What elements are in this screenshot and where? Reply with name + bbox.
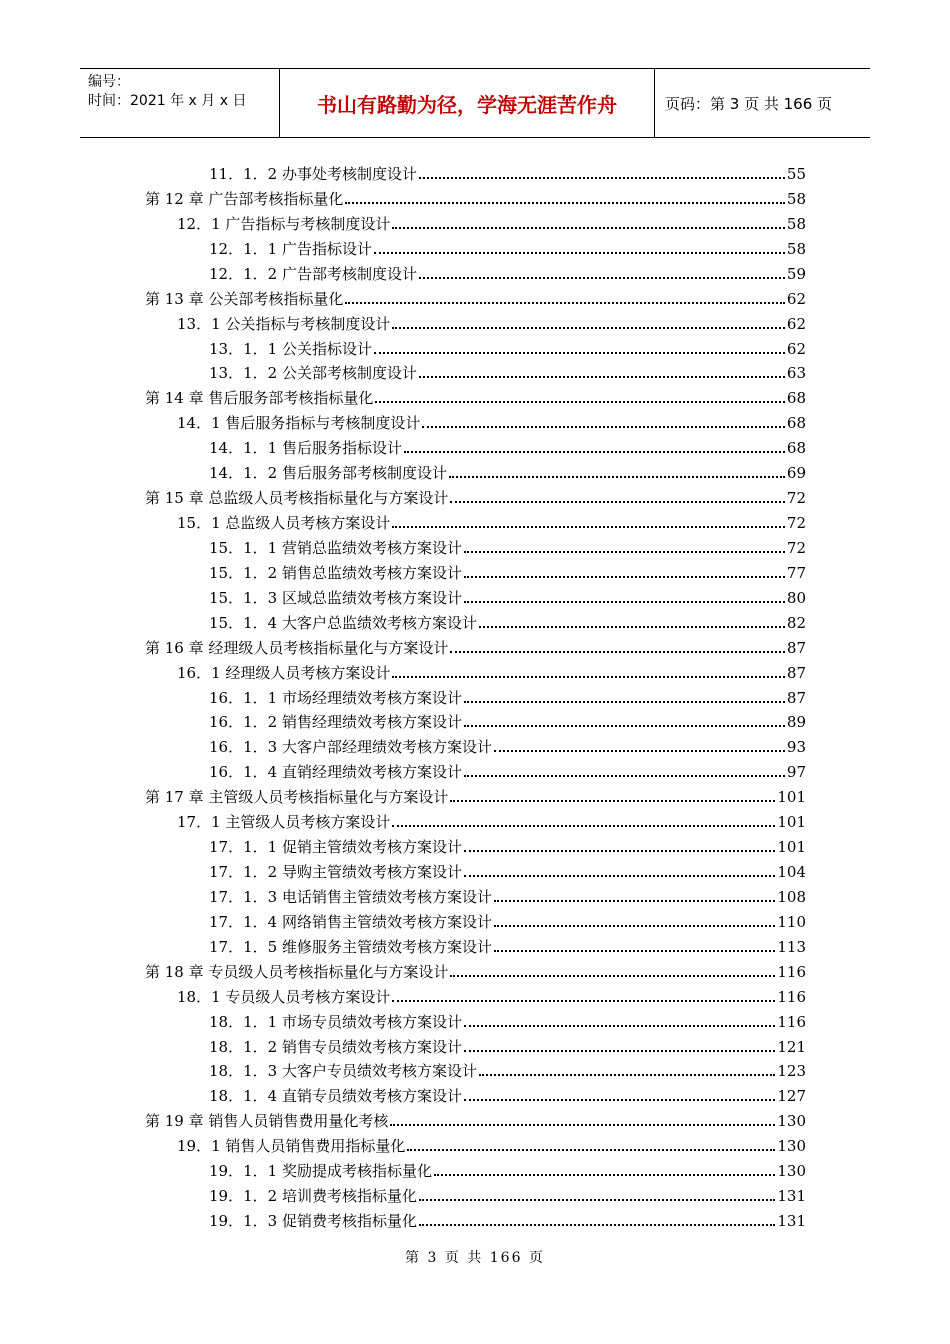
toc-entry[interactable] xyxy=(145,1106,806,1131)
toc-entry-page: 108 xyxy=(777,887,806,906)
toc-entry[interactable] xyxy=(209,334,806,359)
page-header xyxy=(80,68,870,138)
toc-entry-title: 14．1 售后服务指标与考核制度设计 xyxy=(177,414,421,433)
toc-entry[interactable] xyxy=(145,483,806,508)
toc-entry[interactable] xyxy=(209,458,806,483)
toc-entry[interactable] xyxy=(209,907,806,932)
toc-entry[interactable] xyxy=(209,857,806,882)
toc-dot-leader xyxy=(375,401,785,403)
toc-entry-title: 15．1．3 区域总监绩效考核方案设计 xyxy=(209,588,462,607)
toc-entry[interactable] xyxy=(209,1032,806,1057)
toc-entry-title: 15．1．1 营销总监绩效考核方案设计 xyxy=(209,538,462,557)
toc-dot-leader xyxy=(450,651,785,653)
toc-entry-title: 17．1．5 维修服务主管绩效考核方案设计 xyxy=(209,937,492,956)
toc-entry-page: 82 xyxy=(786,613,806,632)
toc-entry-title: 16．1．1 市场经理绩效考核方案设计 xyxy=(209,688,462,707)
toc-entry-title: 17．1．2 导购主管绩效考核方案设计 xyxy=(209,863,462,882)
toc-entry[interactable] xyxy=(209,533,806,558)
toc-entry[interactable] xyxy=(145,383,806,408)
toc-dot-leader xyxy=(464,875,775,877)
toc-entry-title: 13．1．2 公关部考核制度设计 xyxy=(209,364,417,383)
toc-entry-page: 63 xyxy=(786,364,806,383)
toc-entry[interactable] xyxy=(209,832,806,857)
toc-dot-leader xyxy=(479,626,785,628)
toc-dot-leader xyxy=(392,526,785,528)
toc-entry-title: 11．1．2 办事处考核制度设计 xyxy=(209,165,417,183)
toc-entry[interactable] xyxy=(209,1156,806,1181)
toc-entry-page: 97 xyxy=(786,763,806,782)
toc-entry-title: 19．1．3 促销费考核指标量化 xyxy=(209,1212,417,1231)
toc-entry-page: 116 xyxy=(777,987,806,1006)
toc-entry-title: 14．1．1 售后服务指标设计 xyxy=(209,439,402,458)
toc-entry-page: 80 xyxy=(786,588,806,607)
toc-entry-title: 18．1．1 市场专员绩效考核方案设计 xyxy=(209,1012,462,1031)
toc-entry-page: 68 xyxy=(786,439,806,458)
toc-dot-leader xyxy=(374,252,785,254)
toc-entry-title: 17．1．4 网络销售主管绩效考核方案设计 xyxy=(209,912,492,931)
toc-entry[interactable] xyxy=(209,757,806,782)
toc-dot-leader xyxy=(464,850,775,852)
toc-entry[interactable] xyxy=(209,1181,806,1206)
toc-entry-page: 62 xyxy=(786,314,806,333)
toc-entry-page: 110 xyxy=(777,912,806,931)
toc-entry-title: 16．1 经理级人员考核方案设计 xyxy=(177,663,391,682)
toc-entry-page: 131 xyxy=(777,1212,806,1231)
toc-entry-page: 72 xyxy=(786,514,806,533)
toc-entry-title: 第 17 章 主管级人员考核指标量化与方案设计 xyxy=(145,788,449,807)
toc-entry-title: 19．1 销售人员销售费用指标量化 xyxy=(177,1137,406,1156)
toc-entry[interactable] xyxy=(145,284,806,309)
toc-entry-title: 17．1 主管级人员考核方案设计 xyxy=(177,813,391,832)
header-meta xyxy=(80,69,280,137)
toc-entry[interactable] xyxy=(209,608,806,633)
toc-entry-title: 15．1 总监级人员考核方案设计 xyxy=(177,514,391,533)
toc-entry[interactable] xyxy=(209,1056,806,1081)
toc-entry-title: 14．1．2 售后服务部考核制度设计 xyxy=(209,464,447,483)
toc-entry-title: 第 14 章 售后服务部考核指标量化 xyxy=(145,389,374,408)
toc-entry-page: 58 xyxy=(786,189,806,208)
toc-entry-page: 113 xyxy=(777,937,806,956)
toc-entry[interactable] xyxy=(177,508,806,533)
toc-entry[interactable] xyxy=(209,683,806,708)
toc-entry-page: 123 xyxy=(777,1062,806,1081)
toc-dot-leader xyxy=(419,1224,775,1226)
toc-entry-page: 127 xyxy=(777,1087,806,1106)
toc-entry-title: 19．1．2 培训费考核指标量化 xyxy=(209,1187,417,1206)
toc-entry-page: 116 xyxy=(777,962,806,981)
toc-entry[interactable] xyxy=(209,1206,806,1231)
toc-entry-page: 130 xyxy=(777,1112,806,1131)
toc-entry-title: 第 18 章 专员级人员考核指标量化与方案设计 xyxy=(145,962,449,981)
toc-entry-title: 18．1 专员级人员考核方案设计 xyxy=(177,987,391,1006)
toc-entry-title: 12．1．1 广告指标设计 xyxy=(209,239,372,258)
document-date-label: 时间：2021 年 x 月 x 日 xyxy=(88,93,247,109)
document-number-label: 编号： xyxy=(88,74,130,90)
toc-entry-page: 87 xyxy=(786,663,806,682)
toc-dot-leader xyxy=(464,775,785,777)
toc-entry-title: 第 16 章 经理级人员考核指标量化与方案设计 xyxy=(145,638,449,657)
toc-dot-leader xyxy=(419,376,785,378)
toc-entry[interactable] xyxy=(209,1081,806,1106)
toc-entry-page: 116 xyxy=(777,1012,806,1031)
toc-dot-leader xyxy=(449,476,785,478)
toc-entry-title: 16．1．4 直销经理绩效考核方案设计 xyxy=(209,763,462,782)
toc-dot-leader xyxy=(464,601,785,603)
toc-entry-title: 18．1．3 大客户专员绩效考核方案设计 xyxy=(209,1062,477,1081)
toc-entry-title: 第 15 章 总监级人员考核指标量化与方案设计 xyxy=(145,489,449,508)
toc-entry-title: 第 19 章 销售人员销售费用量化考核 xyxy=(145,1112,389,1131)
toc-entry[interactable] xyxy=(209,259,806,284)
toc-dot-leader xyxy=(392,1000,775,1002)
toc-entry-page: 101 xyxy=(777,838,806,857)
toc-entry-title: 16．1．3 大客户部经理绩效考核方案设计 xyxy=(209,738,492,757)
toc-entry[interactable] xyxy=(209,159,806,184)
toc-entry-title: 13．1 公关指标与考核制度设计 xyxy=(177,314,391,333)
toc-entry-page: 130 xyxy=(777,1137,806,1156)
toc-dot-leader xyxy=(464,701,785,703)
toc-dot-leader xyxy=(392,327,785,329)
toc-entry-title: 第 13 章 公关部考核指标量化 xyxy=(145,289,344,308)
toc-dot-leader xyxy=(345,302,785,304)
toc-entry-page: 72 xyxy=(786,489,806,508)
toc-dot-leader xyxy=(479,1074,775,1076)
toc-entry[interactable] xyxy=(145,957,806,982)
toc-entry[interactable] xyxy=(177,982,806,1007)
toc-entry-page: 59 xyxy=(786,264,806,283)
toc-entry-title: 16．1．2 销售经理绩效考核方案设计 xyxy=(209,713,462,732)
toc-entry-page: 62 xyxy=(786,289,806,308)
header-motto: 书山有路勤为径，学海无涯苦作舟 xyxy=(280,69,655,137)
toc-entry[interactable] xyxy=(209,358,806,383)
toc-entry[interactable] xyxy=(145,633,806,658)
toc-entry-page: 77 xyxy=(786,563,806,582)
toc-entry-title: 18．1．4 直销专员绩效考核方案设计 xyxy=(209,1087,462,1106)
toc-dot-leader xyxy=(464,1099,775,1101)
toc-dot-leader xyxy=(419,177,785,179)
toc-entry-title: 13．1．1 公关指标设计 xyxy=(209,339,372,358)
toc-entry-page: 89 xyxy=(786,713,806,732)
toc-dot-leader xyxy=(464,576,785,578)
toc-entry[interactable] xyxy=(209,1007,806,1032)
toc-entry[interactable] xyxy=(177,658,806,683)
toc-dot-leader xyxy=(464,551,785,553)
toc-entry-title: 12．1 广告指标与考核制度设计 xyxy=(177,214,391,233)
toc-entry[interactable] xyxy=(177,309,806,334)
toc-entry-title: 17．1．3 电话销售主管绩效考核方案设计 xyxy=(209,887,492,906)
toc-entry-page: 104 xyxy=(777,863,806,882)
toc-dot-leader xyxy=(450,975,775,977)
toc-entry-page: 68 xyxy=(786,414,806,433)
toc-dot-leader xyxy=(464,1050,775,1052)
toc-dot-leader xyxy=(450,800,775,802)
toc-entry-page: 101 xyxy=(777,813,806,832)
toc-entry-page: 72 xyxy=(786,538,806,557)
toc-dot-leader xyxy=(450,501,785,503)
toc-entry[interactable] xyxy=(177,1131,806,1156)
toc-entry-page: 101 xyxy=(777,788,806,807)
toc-entry-page: 93 xyxy=(786,738,806,757)
toc-entry-page: 69 xyxy=(786,464,806,483)
toc-dot-leader xyxy=(407,1149,775,1151)
toc-dot-leader xyxy=(392,676,785,678)
toc-entry-page: 87 xyxy=(786,638,806,657)
toc-entry-title: 17．1．1 促销主管绩效考核方案设计 xyxy=(209,838,462,857)
toc-entry[interactable] xyxy=(209,583,806,608)
toc-dot-leader xyxy=(345,202,785,204)
toc-entry-page: 130 xyxy=(777,1162,806,1181)
toc-entry[interactable] xyxy=(209,234,806,259)
page-footer: 第 3 页 共 166 页 xyxy=(405,1250,545,1266)
header-page-label: 页码：第 3 页 共 166 页 xyxy=(665,94,833,113)
toc-entry-page: 55 xyxy=(786,165,806,183)
toc-dot-leader xyxy=(404,451,785,453)
toc-dot-leader xyxy=(392,227,785,229)
toc-entry[interactable] xyxy=(209,882,806,907)
toc-entry-page: 62 xyxy=(786,339,806,358)
toc-dot-leader xyxy=(494,950,775,952)
toc-dot-leader xyxy=(434,1174,775,1176)
toc-dot-leader xyxy=(494,900,775,902)
toc-dot-leader xyxy=(494,925,775,927)
toc-entry-page: 68 xyxy=(786,389,806,408)
toc-entry[interactable] xyxy=(209,732,806,757)
toc-entry-title: 15．1．2 销售总监绩效考核方案设计 xyxy=(209,563,462,582)
toc-dot-leader xyxy=(390,1124,775,1126)
toc-dot-leader xyxy=(374,352,785,354)
toc-entry[interactable] xyxy=(209,558,806,583)
toc-entry[interactable] xyxy=(177,209,806,234)
toc-entry-title: 18．1．2 销售专员绩效考核方案设计 xyxy=(209,1037,462,1056)
toc-entry[interactable] xyxy=(209,932,806,957)
toc-entry[interactable] xyxy=(177,408,806,433)
toc-entry[interactable] xyxy=(145,782,806,807)
toc-dot-leader xyxy=(464,725,785,727)
toc-entry[interactable] xyxy=(177,807,806,832)
toc-dot-leader xyxy=(419,277,785,279)
toc-entry-page: 87 xyxy=(786,688,806,707)
toc-entry-title: 19．1．1 奖励提成考核指标量化 xyxy=(209,1162,432,1181)
toc-entry-page: 131 xyxy=(777,1187,806,1206)
toc-entry-title: 12．1．2 广告部考核制度设计 xyxy=(209,264,417,283)
toc-entry[interactable] xyxy=(145,184,806,209)
toc-entry-page: 58 xyxy=(786,239,806,258)
toc-dot-leader xyxy=(422,426,785,428)
toc-dot-leader xyxy=(464,1025,775,1027)
toc-entry-title: 15．1．4 大客户总监绩效考核方案设计 xyxy=(209,613,477,632)
toc-entry-title: 第 12 章 广告部考核指标量化 xyxy=(145,189,344,208)
toc-dot-leader xyxy=(494,750,785,752)
toc-entry[interactable] xyxy=(209,707,806,732)
toc-entry[interactable] xyxy=(209,433,806,458)
toc-entry-page: 121 xyxy=(777,1037,806,1056)
toc-dot-leader xyxy=(419,1199,775,1201)
toc-entry-page: 58 xyxy=(786,214,806,233)
toc-dot-leader xyxy=(392,825,775,827)
